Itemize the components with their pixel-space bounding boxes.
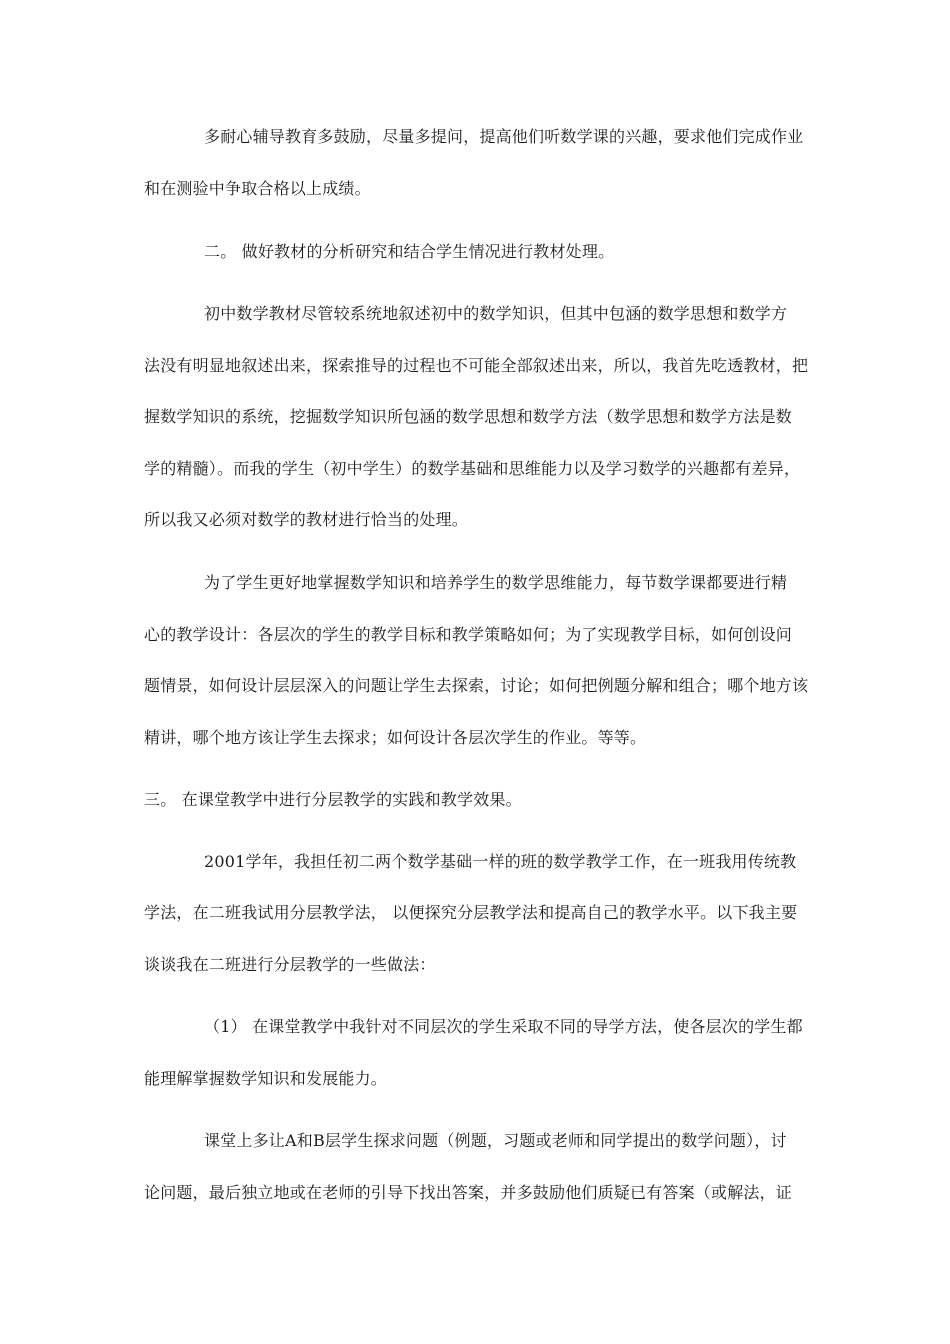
text-line: 初中数学教材尽管较系统地叙述初中的数学知识，但其中包涵的数学思想和数学方 <box>204 304 788 323</box>
text-line: 所以我又必须对数学的教材进行恰当的处理。 <box>144 510 469 529</box>
text-line: 谈谈我在二班进行分层教学的一些做法： <box>144 955 436 974</box>
text-line: 课堂上多让A和B层学生探求问题（例题，习题或老师和同学提出的数学问题），讨 <box>204 1131 787 1150</box>
text-line: 心的教学设计：各层次的学生的教学目标和教学策略如何；为了实现教学目标，如何创设问 <box>144 625 793 644</box>
text-line: 为了学生更好地掌握数学知识和培养学生的数学思维能力，每节数学课都要进行精 <box>204 573 788 592</box>
text-line: 学法，在二班我试用分层教学法， 以便探究分层教学法和提高自己的教学水平。以下我主要 <box>144 903 798 922</box>
text-line: 精讲，哪个地方该让学生去探求；如何设计各层次学生的作业。等等。 <box>144 728 647 747</box>
text-line: 论问题，最后独立地或在老师的引导下找出答案，并多鼓励他们质疑已有答案（或解法，证 <box>144 1183 793 1202</box>
text-line: 能理解掌握数学知识和发展能力。 <box>144 1069 388 1088</box>
section-heading-2: 二。 做好教材的分析研究和结合学生情况进行教材处理。 <box>204 242 615 261</box>
section-heading-3: 三。 在课堂教学中进行分层教学的实践和教学效果。 <box>144 790 522 809</box>
text-line: 法没有明显地叙述出来，探索推导的过程也不可能全部叙述出来，所以，我首先吃透教材，把 <box>144 356 809 375</box>
text-line: 多耐心辅导教育多鼓励，尽量多提问，提高他们听数学课的兴趣，要求他们完成作业 <box>204 127 804 146</box>
text-line: 学的精髓）。而我的学生（初中学生）的数学基础和思维能力以及学习数学的兴趣都有差异， <box>144 459 801 478</box>
text-line: 题情景，如何设计层层深入的问题让学生去探索，讨论；如何把例题分解和组合；哪个地方该 <box>144 676 809 695</box>
text-line: 2001学年，我担任初二两个数学基础一样的班的数学教学工作，在一班我用传统教 <box>204 852 797 871</box>
text-line: 和在测验中争取合格以上成绩。 <box>144 179 371 198</box>
text-line: 握数学知识的系统，挖掘数学知识所包涵的数学思想和数学方法（数学思想和数学方法是数 <box>144 407 793 426</box>
text-line: （1） 在课堂教学中我针对不同层次的学生采取不同的导学方法，使各层次的学生都 <box>204 1017 803 1036</box>
